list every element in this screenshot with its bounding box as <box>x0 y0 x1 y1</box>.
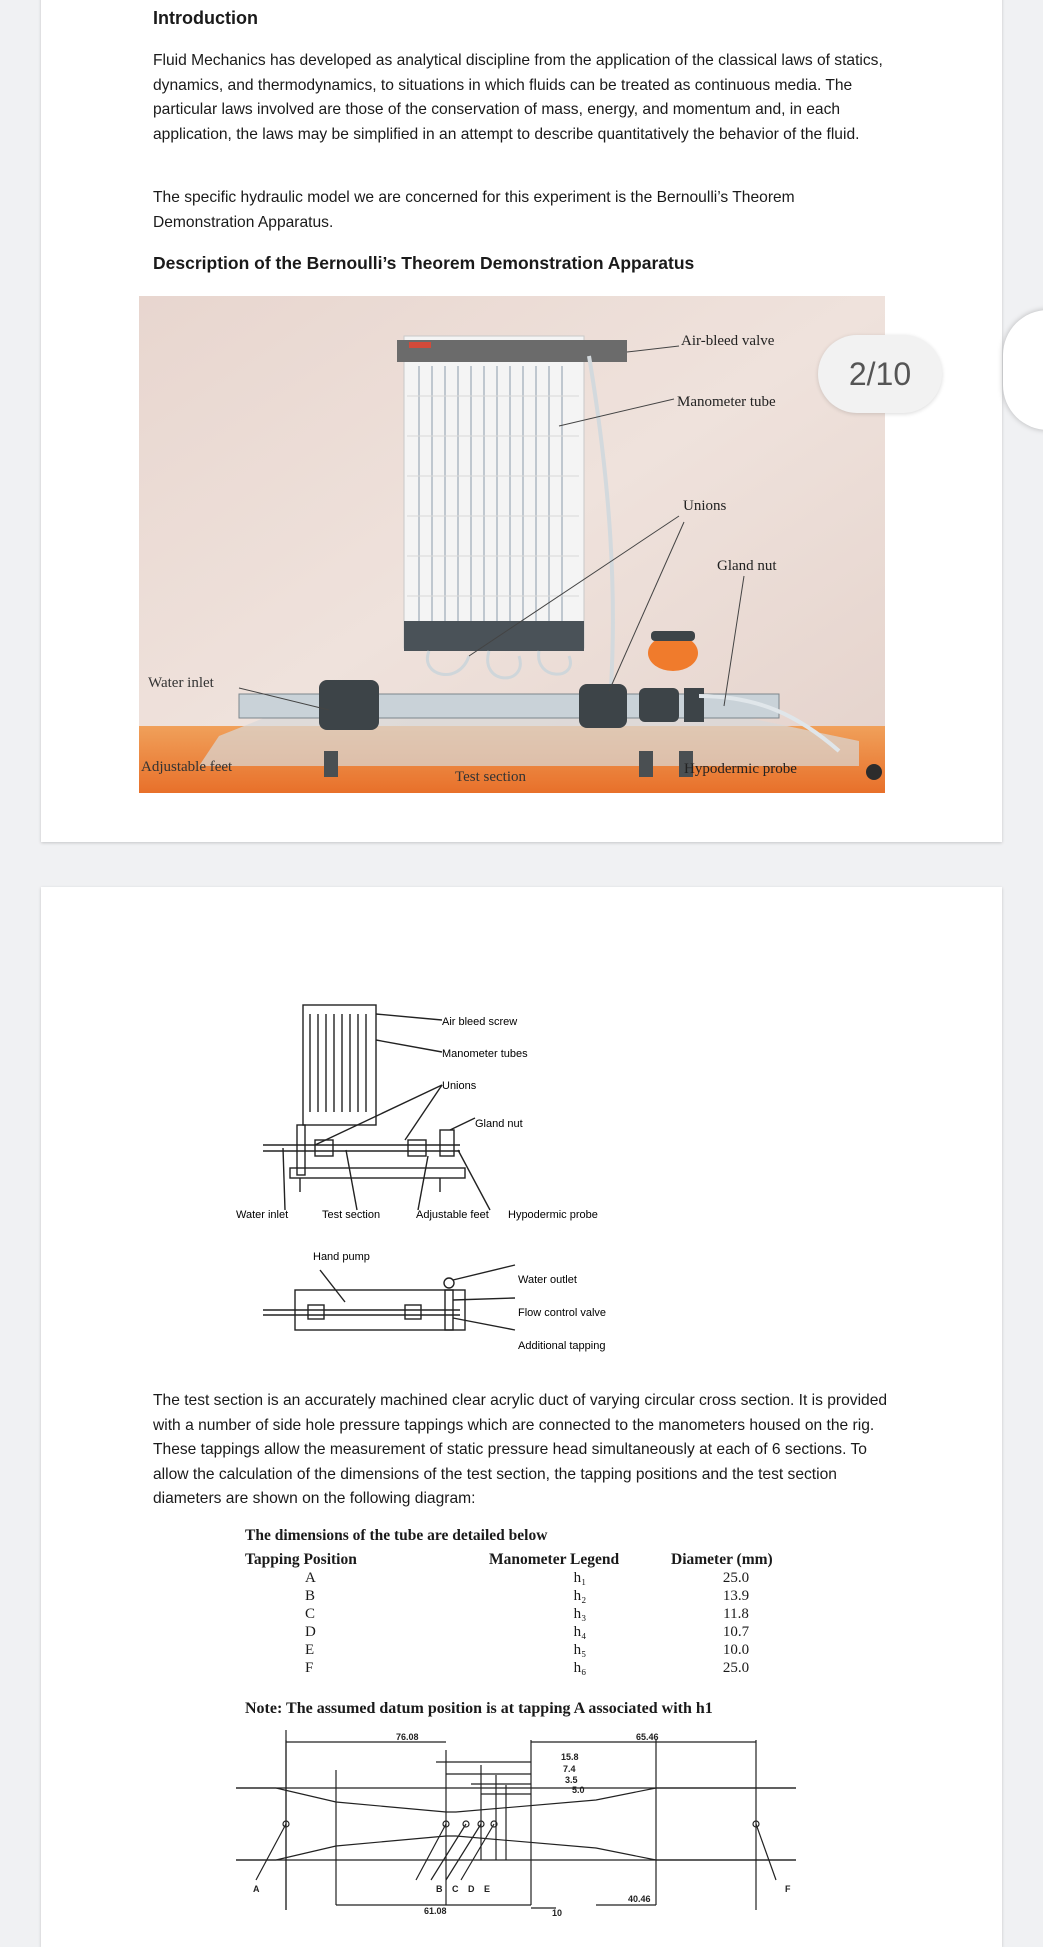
tap-d: D <box>468 1884 475 1894</box>
schem-unions: Unions <box>442 1080 477 1092</box>
schem-test-section: Test section <box>322 1209 381 1221</box>
cell-position: A <box>305 1570 316 1586</box>
dim-7-4: 7.4 <box>563 1764 576 1774</box>
cell-position: C <box>305 1606 316 1622</box>
dim-15-8: 15.8 <box>561 1752 579 1762</box>
cell-diameter: 11.8 <box>723 1606 749 1622</box>
dim-3-5: 3.5 <box>565 1775 578 1785</box>
schem-additional-tapping: Additional tapping <box>518 1340 606 1352</box>
tap-f: F <box>785 1884 791 1894</box>
label-test-section: Test section <box>455 769 527 785</box>
schem-water-outlet: Water outlet <box>518 1274 577 1286</box>
label-adjustable-feet: Adjustable feet <box>141 759 233 775</box>
table-row <box>245 1605 801 1623</box>
cell-diameter: 13.9 <box>722 1588 750 1604</box>
apparatus-photo <box>139 296 885 793</box>
cell-position: F <box>305 1660 314 1676</box>
schem-air-bleed-screw: Air bleed screw <box>442 1016 518 1028</box>
cell-position: E <box>305 1642 315 1658</box>
dim-40-46: 40.46 <box>628 1894 651 1904</box>
table-row <box>245 1569 801 1587</box>
tap-b: B <box>436 1884 443 1894</box>
tap-a: A <box>253 1884 260 1894</box>
header-manometer-legend: Manometer Legend <box>489 1551 620 1568</box>
label-gland-nut: Gland nut <box>717 558 777 574</box>
schem-adjustable-feet: Adjustable feet <box>416 1209 489 1221</box>
table-row <box>245 1587 801 1605</box>
page-counter[interactable]: 2/10 <box>818 335 942 413</box>
dim-76-08: 76.08 <box>396 1732 419 1742</box>
schem-manometer-tubes: Manometer tubes <box>442 1048 528 1060</box>
schem-water-inlet: Water inlet <box>236 1209 289 1221</box>
tap-e: E <box>484 1884 491 1894</box>
hydraulic-model-paragraph: The specific hydraulic model we are concerned for this experiment is the Bernoulli’s Theorem Demonstration Apparatus. <box>153 189 795 231</box>
label-unions: Unions <box>683 498 727 514</box>
tap-c: C <box>452 1884 459 1894</box>
dim-10: 10 <box>552 1908 563 1918</box>
cell-diameter: 25.0 <box>722 1570 750 1586</box>
test-section-dimension-diagram <box>236 1730 796 1920</box>
cell-diameter: 25.0 <box>722 1660 750 1676</box>
cell-legend: h₆ <box>573 1660 587 1676</box>
cell-legend: h₂ <box>573 1588 587 1604</box>
dim-65-46: 65.46 <box>636 1732 659 1742</box>
intro-paragraph: Fluid Mechanics has developed as analytical discipline from the application of the classical laws of statics, dynamics, and thermodynamics, to situations in which fluids can be treated as continuous media. The particular laws involved are those of the conservation of mass, energy, and momentum and, in each application, the laws may be simplified in an attempt to describe quantitatively the behavior of the fluid. <box>153 52 883 143</box>
cell-legend: h₃ <box>573 1606 587 1622</box>
table-row <box>245 1659 801 1677</box>
test-section-paragraph: The test section is an accurately machined clear acrylic duct of varying circular cross section. It is provided with a number of side hole pressure tappings which are connected to the manometers housed on the rig. These tappings allow the measurement of static pressure head simultaneously at each of 6 sections. To allow the calculation of the dimensions of the test section, the tapping positions and the test section diameters are shown on the following diagram: <box>153 1392 888 1507</box>
table-row <box>245 1623 801 1641</box>
datum-note: Note: The assumed datum position is at tapping A associated with h1 <box>245 1700 713 1717</box>
dimensions-table-block <box>245 1527 805 1677</box>
cell-position: B <box>305 1588 316 1604</box>
header-diameter: Diameter (mm) <box>671 1551 773 1568</box>
label-air-bleed-valve: Air-bleed valve <box>681 333 775 349</box>
dim-61-08: 61.08 <box>424 1906 447 1916</box>
apparatus-schematic <box>150 1000 710 1370</box>
cell-position: D <box>305 1624 316 1640</box>
table-row <box>245 1641 801 1659</box>
header-tapping-position: Tapping Position <box>245 1551 357 1568</box>
schem-hand-pump: Hand pump <box>313 1251 370 1263</box>
label-water-inlet: Water inlet <box>148 675 214 691</box>
cell-legend: h₁ <box>573 1570 587 1586</box>
schem-hypodermic-probe: Hypodermic probe <box>508 1209 598 1221</box>
dim-5-0: 5.0 <box>572 1785 585 1795</box>
cell-legend: h₅ <box>573 1642 587 1658</box>
side-panel-handle[interactable] <box>1003 310 1043 430</box>
introduction-heading: Introduction <box>153 8 258 28</box>
schem-gland-nut: Gland nut <box>475 1118 523 1130</box>
cell-diameter: 10.7 <box>722 1624 750 1640</box>
schem-flow-control-valve: Flow control valve <box>518 1307 607 1319</box>
apparatus-subheading: Description of the Bernoulli’s Theorem Demonstration Apparatus <box>153 253 695 273</box>
table-caption: The dimensions of the tube are detailed below <box>245 1527 548 1544</box>
dimensions-table <box>245 1551 801 1677</box>
label-hypodermic-probe: Hypodermic probe <box>684 761 797 777</box>
cell-legend: h₄ <box>573 1624 587 1640</box>
cell-diameter: 10.0 <box>722 1642 750 1658</box>
label-manometer-tube: Manometer tube <box>677 394 776 410</box>
